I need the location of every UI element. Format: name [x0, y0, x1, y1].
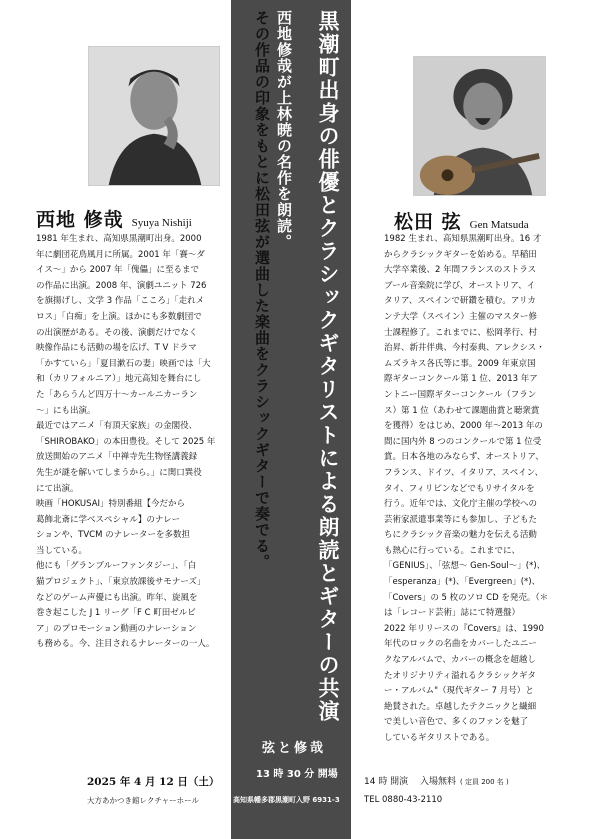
bio-line: ア」のプロモーション動画のナレーション — [36, 623, 197, 634]
portrait-matsuda-illustration — [414, 57, 545, 195]
name-matsuda-en: Gen Matsuda — [469, 219, 529, 231]
name-matsuda — [394, 207, 529, 234]
bio-line: 「かすていら」「夏目漱石の妻」映画では「大 — [36, 358, 211, 369]
bio-line: 1982 生まれ、高知県黒潮町出身。16 才 — [384, 234, 542, 244]
bio-line: ー・アルバム"（現代ギター 7 月号）と — [384, 686, 534, 697]
event-date: 2025 年 4 月 12 日（土） — [87, 776, 220, 788]
name-nishiji-jp: 西地 修哉 — [36, 209, 124, 231]
bio-line: イス〜」から 2007 年「傀儡」に至るまで — [36, 265, 199, 276]
bio-line: で美しい音色で、多くのファンを魅了 — [384, 717, 529, 728]
bio-line: 「SHIROBAKO」の本田豊役。そして 2025 年 — [36, 436, 216, 447]
bio-line: ちにクラシック音楽の魅力を伝える活動 — [384, 530, 537, 541]
name-matsuda-jp: 松田 弦 — [394, 211, 462, 233]
bio-line: 大学卒業後、2 年間フランスのストラス — [384, 265, 537, 276]
bio-line: た「あらうんど四万十〜カールニカーラン — [36, 389, 198, 400]
bio-line: 放送開始のアニメ「中禅寺先生物怪講義録 — [36, 452, 198, 463]
bio-line: 行う。近年では、文化庁主催の学校への — [384, 499, 538, 510]
bio-line: 先生が謎を解いてしまうから。」に関口巽役 — [36, 467, 202, 478]
bio-nishiji — [36, 232, 215, 653]
bio-line: 年に劇団花鳥風月に所属。2001 年「賽〜ダ — [36, 249, 205, 260]
bio-line: 士課程修了。これまでに、松岡孝行、村 — [384, 327, 538, 338]
main-title: 黒潮町出身の俳優とクラシックギタリストによる朗読とギターの共演 — [316, 10, 341, 723]
subtitle-reading: 西地修哉が上林暁の名作を朗読。 — [275, 10, 293, 250]
bio-line: 〜」にも出演。 — [36, 405, 96, 416]
bio-line: にて出演。 — [36, 483, 79, 494]
bio-line: 1981 年生まれ、高知県黒潮町出身。2000 — [36, 234, 202, 244]
bio-line: タリア、スペインで研鑽を積む。アリカ — [384, 296, 536, 307]
bio-line: 際ギターコンクール第 1 位、2013 年ア — [384, 374, 538, 385]
portrait-photo-nishiji — [88, 46, 220, 186]
bio-line: 最近ではアニメ「有頂天家族」の金閣役、 — [36, 421, 198, 432]
subtitle-performance: その作品の印象をもとに松田弦が選曲した楽曲をクラシックギターで奏でる。 — [253, 10, 271, 570]
bio-line: も熱心に行っている。これまでに、 — [384, 545, 521, 556]
bio-line: 他にも「グランブルーファンタジー」、「白 — [36, 561, 197, 572]
bio-line: 絶賛された。卓越したテクニックと繊細 — [384, 701, 537, 712]
bio-line: 映像作品にも活動の場を広げ、T V ドラマ — [36, 343, 197, 354]
bio-line: は「レコード芸術」誌にて特選盤） — [384, 608, 521, 619]
bio-line: も務める。今、注目されるナレーターの一人。 — [36, 639, 215, 650]
portrait-nishiji-illustration — [89, 47, 219, 185]
name-nishiji — [36, 205, 192, 232]
bio-line: 和（カリフォルニア）」地元高知を舞台にし — [36, 374, 202, 385]
bio-line: ンテ大学（スペイン）主催のマスター修 — [384, 311, 538, 322]
bio-line: 巻き起こした J 1 リーグ「F C 町田ゼルビ — [36, 608, 196, 619]
phone-number: TEL 0880-43-2110 — [364, 795, 443, 805]
admission-fee: 入場無料 — [420, 777, 457, 787]
bio-line: ションや、TVCM のナレーターを多数担 — [36, 530, 190, 541]
bio-line: 猫プロジェクト」、「東京放課後サモナーズ」 — [36, 577, 206, 588]
bio-line: クなアルバムで、カバーの概念を超越し — [384, 655, 536, 666]
bio-matsuda — [384, 232, 548, 747]
bio-line: 「esperanza」(*)、「Evergreen」(*)、 — [384, 577, 541, 588]
bio-line: の出演歴がある。その後、演劇だけでなく — [36, 327, 198, 338]
bio-line: からクラシックギターを始める。早稲田 — [384, 249, 537, 260]
bio-line: を獲得）をはじめ、2000 年〜2013 年の — [384, 421, 543, 432]
bio-line: しているギタリストである。 — [384, 733, 495, 743]
bio-line: 治昇、新井伴典、今村泰典、アレクシス・ — [384, 343, 545, 354]
bio-line: ス）第 1 位（あわせて課題曲賞と聴衆賞 — [384, 405, 540, 416]
bio-line: 間に国内外 8 つのコンクールで第 1 位受 — [384, 436, 542, 447]
bio-line: ブール音楽院に学び、オーストリア、イ — [384, 280, 536, 291]
portrait-photo-matsuda — [413, 56, 546, 196]
bio-line: 映画「HOKUSAI」特別番組【今だから — [36, 499, 186, 510]
bio-line: フランス、ドイツ、イタリア、スペイン、 — [384, 467, 544, 478]
bio-line: 芸術家派遣事業等にも参加し、子どもた — [384, 514, 538, 525]
bio-line: ントニー国際ギターコンクール（フラン — [384, 389, 537, 400]
bio-line: 葛飾北斎に学べスペシャル】のナレー — [36, 514, 181, 525]
bio-line: 賞。日本各地のみならず、オーストリア、 — [384, 452, 544, 463]
bio-line: 2022 年リリースの『Covers』は、1990 — [384, 623, 544, 634]
admission — [420, 774, 509, 787]
bio-line: 当している。 — [36, 545, 88, 556]
bio-line: 「Covers」の 5 枚のソロ CD を発売。（＊ — [384, 592, 549, 603]
bio-line: ムズラキス各氏等に事。2009 年東京国 — [384, 358, 536, 369]
bio-line: タイ、フィリピンなどでもリサイタルを — [384, 483, 535, 494]
bio-line: 「GENIUS」、「弦想〜 Gen-Soul〜」(*)、 — [384, 561, 546, 572]
event-name: 弦と修哉 — [262, 741, 327, 756]
capacity: ( 定員 200 名 ) — [460, 778, 509, 786]
bio-line: の作品に出演。2008 年、演劇ユニット 726 — [36, 280, 207, 291]
bio-line: ロス」「白痴」を上演。ほかにも多数劇団で — [36, 311, 202, 322]
bio-line: を旗揚げし、文学 3 作品「こころ」「走れメ — [36, 296, 205, 307]
bio-line: 年代のロックの名曲をカバーしたユニー — [384, 639, 537, 650]
doors-open-time: 13 時 30 分 開場 — [256, 769, 338, 780]
start-time: 14 時 開演 — [364, 777, 409, 787]
bio-line: などのゲーム声優にも出演。昨年、旋風を — [36, 592, 198, 603]
venue-name: 大方あかつき館レクチャーホール — [87, 796, 199, 805]
bio-line: たオリジナリティ溢れるクラシックギタ — [384, 670, 536, 681]
name-nishiji-en: Syuya Nishiji — [131, 217, 192, 229]
venue-address: 高知県幡多郡黒潮町入野 6931-3 — [233, 796, 340, 804]
